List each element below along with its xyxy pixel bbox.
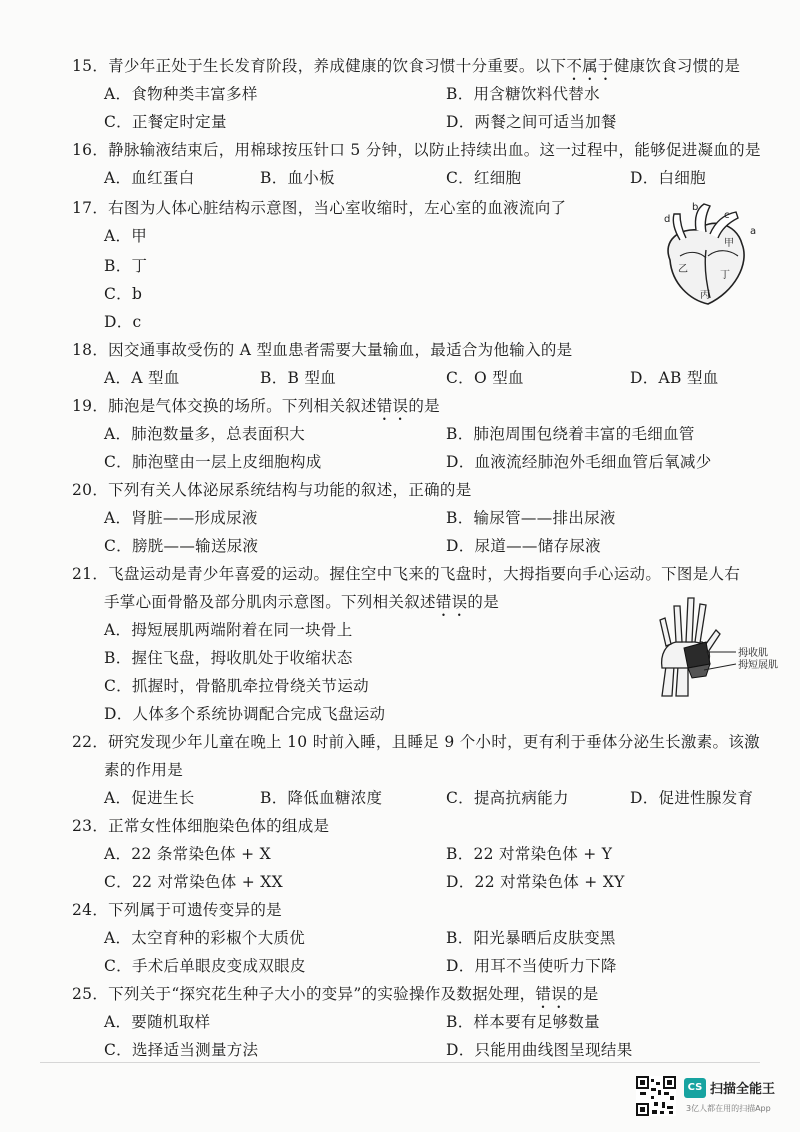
q22-option-c: C．提高抗病能力 — [446, 789, 569, 807]
heart-label-a: a — [750, 226, 757, 237]
question-22-stem-line2: 素的作用是 — [104, 761, 184, 779]
emphasis-text: 错误 — [435, 593, 468, 611]
q25-option-a: A．要随机取样 — [104, 1013, 211, 1031]
q20-option-b: B．输尿管——排出尿液 — [446, 509, 616, 527]
hand-label-adductor: 拇收肌 — [738, 648, 768, 659]
q18-option-c: C．O 型血 — [446, 369, 524, 387]
q21-option-c: C．抓握时，骨骼肌牵拉骨绕关节运动 — [104, 677, 369, 695]
forearm-bone — [662, 666, 674, 696]
heart-label-yi: 乙 — [678, 264, 688, 275]
scanner-watermark — [636, 1076, 786, 1122]
emphasis-text: 错误 — [535, 985, 567, 1003]
finger-bone — [686, 598, 694, 642]
q16-option-c: C．红细胞 — [446, 169, 522, 187]
q21-option-b: B．握住飞盘，拇收肌处于收缩状态 — [104, 649, 353, 667]
forearm-bone — [676, 666, 688, 696]
q16-option-d: D．白细胞 — [630, 169, 706, 187]
q17-option-d: D．c — [104, 313, 142, 331]
q23-option-d: D．22 对常染色体 + XY — [446, 873, 625, 891]
q21-option-a: A．拇短展肌两端附着在同一块骨上 — [104, 621, 353, 639]
finger-bone — [660, 618, 671, 646]
q17-option-b: B．丁 — [104, 257, 148, 275]
emphasis-text: 不属于 — [566, 57, 614, 75]
q16-option-b: B．血小板 — [260, 169, 335, 187]
hand-label-abductor: 拇短展肌 — [738, 660, 778, 671]
question-22-stem-line1: 22．研究发现少年儿童在晚上 10 时前入睡，且睡足 9 个小时，更有利于垂体分泌生长激素。该激 — [72, 733, 760, 751]
q20-option-d: D．尿道——储存尿液 — [446, 537, 601, 555]
heart-label-bing: 丙 — [700, 290, 710, 301]
qr-code-icon — [636, 1076, 676, 1116]
q20-option-c: C．膀胱——输送尿液 — [104, 537, 259, 555]
q20-option-a: A．肾脏——形成尿液 — [104, 509, 258, 527]
q25-option-d: D．只能用曲线图呈现结果 — [446, 1041, 633, 1059]
hand-skeleton-figure — [640, 588, 790, 700]
q22-option-a: A．促进生长 — [104, 789, 195, 807]
q15-option-c: C．正餐定时定量 — [104, 113, 227, 131]
question-24-stem: 24．下列属于可遗传变异的是 — [72, 901, 282, 919]
stem-text: 健康饮食习惯的是 — [613, 57, 741, 75]
q19-option-a: A．肺泡数量多，总表面积大 — [104, 425, 306, 443]
q19-option-d: D．血液流经肺泡外毛细血管后氧减少 — [446, 453, 712, 471]
q19-option-c: C．肺泡壁由一层上皮细胞构成 — [104, 453, 322, 471]
question-23-stem: 23．正常女性体细胞染色体的组成是 — [72, 817, 330, 835]
question-25-stem — [72, 982, 599, 1012]
question-18-stem: 18．因交通事故受伤的 A 型血患者需要大量输血，最适合为他输入的是 — [72, 341, 573, 359]
question-16-stem: 16．静脉输液结束后，用棉球按压针口 5 分钟，以防止持续出血。这一过程中，能够促进凝血的是 — [72, 141, 761, 159]
emphasis-text: 错误 — [376, 397, 409, 415]
q23-option-c: C．22 对常染色体 + XX — [104, 873, 283, 891]
question-21-stem-line2 — [104, 590, 499, 620]
heart-label-b: b — [692, 202, 699, 213]
heart-structure-figure — [650, 200, 760, 310]
q21-option-d: D．人体多个系统协调配合完成飞盘运动 — [104, 705, 386, 723]
q23-option-b: B．22 对常染色体 + Y — [446, 845, 613, 863]
q17-option-c: C．b — [104, 285, 143, 303]
q19-option-b: B．肺泡周围包绕着丰富的毛细血管 — [446, 425, 695, 443]
q24-option-d: D．用耳不当使听力下降 — [446, 957, 617, 975]
scanner-brand-tagline: 3亿人都在用的扫描App — [686, 1104, 771, 1113]
stem-text: 15．青少年正处于生长发育阶段，养成健康的饮食习惯十分重要。以下 — [72, 57, 567, 75]
question-21-stem-line1: 21．飞盘运动是青少年喜爱的运动。握住空中飞来的飞盘时，大拇指要向手心运动。下图是人右 — [72, 565, 741, 583]
scanner-brand-name: 扫描全能王 — [710, 1082, 776, 1097]
question-20-stem: 20．下列有关人体泌尿系统结构与功能的叙述，正确的是 — [72, 481, 472, 499]
stem-text: 25．下列关于“探究花生种子大小的变异”的实验操作及数据处理， — [72, 985, 536, 1003]
q18-option-a: A．A 型血 — [104, 369, 180, 387]
heart-label-ding: 丁 — [720, 270, 730, 281]
finger-bone — [695, 604, 706, 643]
stem-text: 19．肺泡是气体交换的场所。下列相关叙述 — [72, 397, 377, 415]
finger-bone — [674, 606, 682, 642]
heart-label-d: d — [664, 214, 671, 225]
q15-option-d: D．两餐之间可适当加餐 — [446, 113, 617, 131]
stem-text: 的是 — [467, 593, 500, 611]
q25-option-b: B．样本要有足够数量 — [446, 1013, 600, 1031]
q24-option-c: C．手术后单眼皮变成双眼皮 — [104, 957, 306, 975]
q24-option-a: A．太空育种的彩椒个大质优 — [104, 929, 306, 947]
q15-option-b: B．用含糖饮料代替水 — [446, 85, 600, 103]
question-19-stem — [72, 394, 440, 424]
q18-option-d: D．AB 型血 — [630, 369, 719, 387]
q22-option-d: D．促进性腺发育 — [630, 789, 754, 807]
stem-text: 的是 — [408, 397, 440, 415]
stem-text: 的是 — [566, 985, 599, 1003]
heart-label-c: c — [724, 210, 730, 221]
q25-option-c: C．选择适当测量方法 — [104, 1041, 259, 1059]
q16-option-a: A．血红蛋白 — [104, 169, 195, 187]
heart-label-jia: 甲 — [724, 238, 734, 249]
q24-option-b: B．阳光暴晒后皮肤变黑 — [446, 929, 616, 947]
question-15-stem — [72, 54, 740, 84]
q15-option-a: A．食物种类丰富多样 — [104, 85, 258, 103]
scanner-logo-icon: CS — [684, 1078, 706, 1098]
question-17-stem: 17．右图为人体心脏结构示意图，当心室收缩时，左心室的血液流向了 — [72, 199, 567, 217]
q17-option-a: A．甲 — [104, 227, 148, 245]
q22-option-b: B．降低血糖浓度 — [260, 789, 383, 807]
stem-text: 手掌心面骨骼及部分肌肉示意图。下列相关叙述 — [104, 593, 436, 611]
q23-option-a: A．22 条常染色体 + X — [104, 845, 271, 863]
q18-option-b: B．B 型血 — [260, 369, 337, 387]
page-bottom-rule — [40, 1062, 760, 1063]
